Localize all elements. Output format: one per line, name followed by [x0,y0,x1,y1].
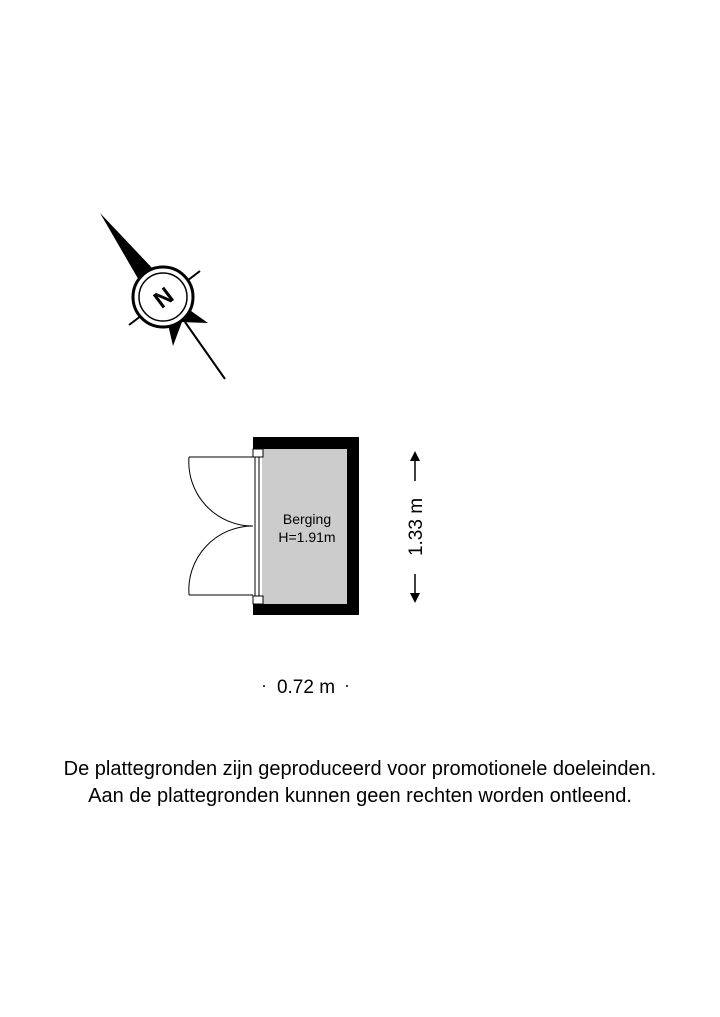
depth-dimension [406,456,427,598]
depth-dimension-label: 1.33 m [406,497,427,557]
room-name-label: Berging [282,511,332,527]
door-opening [252,456,262,604]
north-arrow-icon [100,213,225,379]
disclaimer-line-2: Aan de plattegronden kunnen geen rechten worden ontleend. [88,785,632,807]
disclaimer-line-1: De plattegronden zijn geproduceerd voor promotionele doeleinden. [63,758,657,780]
width-dimension-tick-left [263,685,265,687]
door-jamb-top [253,449,263,457]
width-dimension-tick-right [346,685,348,687]
compass-tail-line [185,322,225,379]
door-swing-arc-top [189,457,253,526]
double-door [189,457,253,595]
room-berging [189,437,359,615]
width-dimension-label: 0.72 m [276,677,336,698]
door-jamb-bottom [253,596,263,604]
door-swing-arc-bottom [189,526,253,595]
compass-north-letter: N [148,282,179,315]
room-height-label: H=1.91m [278,529,336,545]
width-dimension [263,677,348,698]
